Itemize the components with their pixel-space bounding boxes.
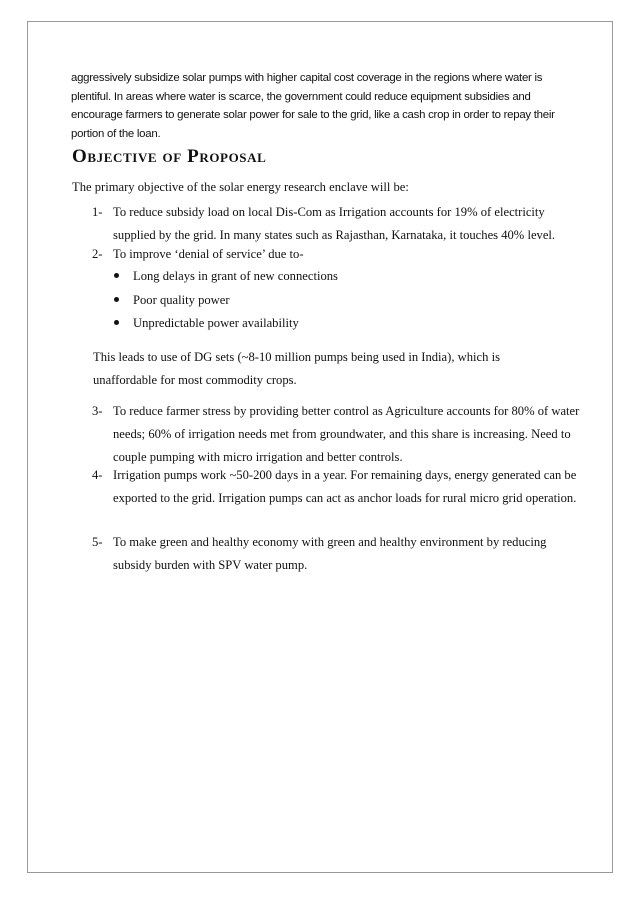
bullet-icon xyxy=(114,297,119,302)
list-item-text: To improve ‘denial of service’ due to- xyxy=(113,247,304,261)
bullet-icon xyxy=(114,273,119,278)
list-item-3 xyxy=(92,400,580,469)
list-item-2 xyxy=(92,243,580,266)
bullet-text: Poor quality power xyxy=(133,293,230,307)
list-item-text: To reduce subsidy load on local Dis-Com as Irrigation accounts for 19% of electricity supplied by the grid. In many states such as Rajasthan, Karnataka, it touches 40% level. xyxy=(113,205,556,242)
list-item-4 xyxy=(92,464,580,510)
bullet-item xyxy=(114,267,338,285)
bullet-item xyxy=(114,314,299,332)
list-number: 1- xyxy=(92,205,103,219)
list-item-1 xyxy=(92,201,580,247)
lead-sentence: The primary objective of the solar energy research enclave will be: xyxy=(72,180,409,194)
bullet-icon xyxy=(114,320,119,325)
list-number: 4- xyxy=(92,468,103,482)
bullet-text: Unpredictable power availability xyxy=(133,316,299,330)
intro-paragraph: aggressively subsidize solar pumps with higher capital cost coverage in the regions where water is plentiful. In areas where water is scarce, the government could reduce equipment subsidies and encourage farmers to generate solar power for sale to the grid, like a cash crop in order to repay their portion of the loan. xyxy=(71,72,555,140)
note-paragraph: This leads to use of DG sets (~8-10 million pumps being used in India), which is unaffordable for most commodity crops. xyxy=(93,350,500,387)
list-item-text: To reduce farmer stress by providing better control as Agriculture accounts for 80% of water needs; 60% of irrigation needs met from groundwater, and this share is increasing. Need to couple pumping with micro irrigation and better controls. xyxy=(113,404,580,464)
list-item-5 xyxy=(92,531,580,577)
list-item-text: To make green and healthy economy with green and healthy environment by reducing subsidy burden with SPV water pump. xyxy=(113,535,547,572)
list-number: 5- xyxy=(92,535,103,549)
bullet-text: Long delays in grant of new connections xyxy=(133,269,338,283)
list-number: 2- xyxy=(92,247,103,261)
list-number: 3- xyxy=(92,404,103,418)
list-item-text: Irrigation pumps work ~50-200 days in a year. For remaining days, energy generated can be exported to the grid. Irrigation pumps can act as anchor loads for rural micro grid operation. xyxy=(113,468,577,505)
section-heading: Objective of Proposal xyxy=(72,146,267,167)
bullet-item xyxy=(114,291,230,309)
